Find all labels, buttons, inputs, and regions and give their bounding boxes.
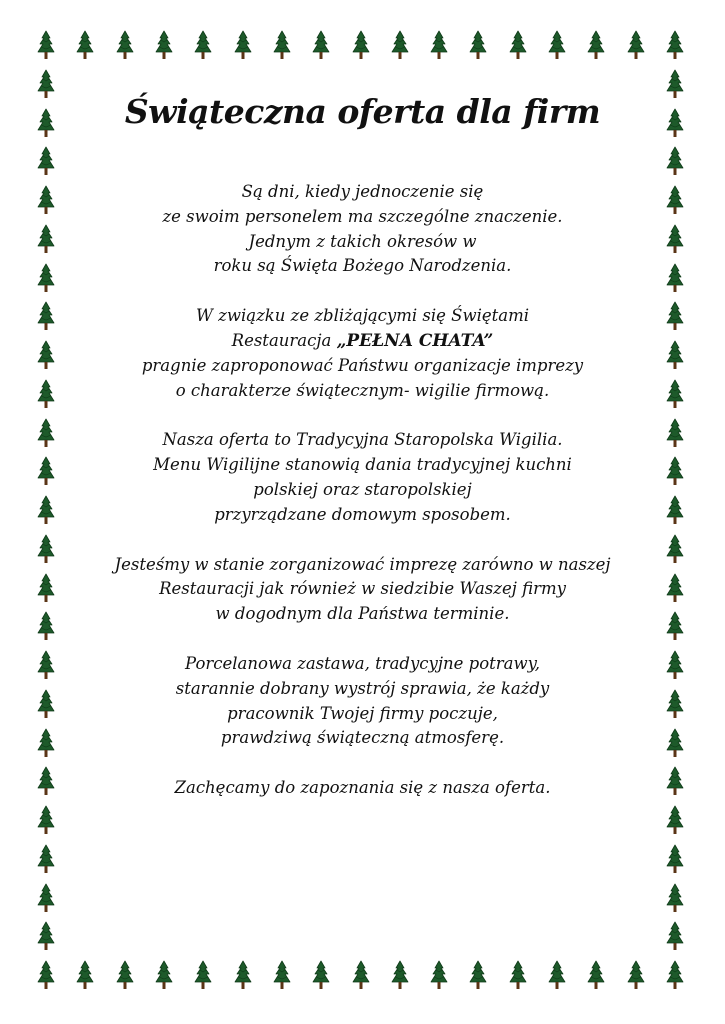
pine-tree-icon bbox=[627, 960, 645, 992]
pine-tree-icon bbox=[430, 960, 448, 992]
paragraph-venue bbox=[60, 553, 665, 627]
closing-text: Zachęcamy do zapoznania się z nasza oferta. bbox=[174, 778, 551, 798]
pine-tree-icon bbox=[548, 30, 566, 62]
text-line: pragnie zaproponować Państwu organizacje imprezy bbox=[141, 355, 584, 375]
text-line: Porcelanowa zastawa, tradycyjne potrawy, bbox=[185, 653, 540, 673]
pine-tree-icon bbox=[352, 960, 370, 992]
text-line: Menu Wigilijne stanowią dania tradycyjnej kuchni bbox=[153, 455, 572, 475]
pine-tree-icon bbox=[37, 844, 55, 876]
pine-tree-icon bbox=[194, 960, 212, 992]
pine-tree-icon bbox=[666, 573, 684, 605]
pine-tree-icon bbox=[666, 263, 684, 295]
pine-tree-icon bbox=[587, 960, 605, 992]
pine-tree-icon bbox=[37, 573, 55, 605]
pine-tree-icon bbox=[666, 805, 684, 837]
text-line-restaurant bbox=[60, 329, 665, 354]
pine-tree-icon bbox=[391, 30, 409, 62]
paragraph-intro bbox=[60, 180, 665, 279]
pine-tree-icon bbox=[587, 30, 605, 62]
pine-tree-icon bbox=[37, 650, 55, 682]
pine-tree-icon bbox=[666, 456, 684, 488]
pine-tree-icon bbox=[37, 418, 55, 450]
pine-tree-icon bbox=[666, 146, 684, 178]
text-line: Są dni, kiedy jednoczenie się bbox=[241, 182, 484, 201]
pine-tree-icon bbox=[116, 30, 134, 62]
pine-tree-icon bbox=[391, 960, 409, 992]
pine-tree-icon bbox=[37, 728, 55, 760]
pine-tree-icon bbox=[352, 30, 370, 62]
pine-tree-icon bbox=[37, 69, 55, 101]
restaurant-prefix: Restauracja bbox=[231, 330, 337, 350]
text-line: przyrządzane domowym sposobem. bbox=[214, 504, 511, 524]
pine-tree-icon bbox=[430, 30, 448, 62]
pine-tree-icon bbox=[666, 379, 684, 411]
flyer-content bbox=[60, 80, 665, 960]
text-line: Restauracji jak również w siedzibie Waszej firmy bbox=[159, 579, 566, 599]
pine-tree-icon bbox=[666, 185, 684, 217]
pine-tree-icon bbox=[312, 30, 330, 62]
pine-tree-icon bbox=[37, 766, 55, 798]
text-line: roku są Święta Bożego Narodzenia. bbox=[213, 256, 512, 276]
pine-tree-icon bbox=[666, 224, 684, 256]
pine-tree-icon bbox=[312, 960, 330, 992]
pine-tree-icon bbox=[155, 960, 173, 992]
pine-tree-icon bbox=[37, 611, 55, 643]
paragraph-atmosphere bbox=[60, 652, 665, 751]
pine-tree-icon bbox=[666, 728, 684, 760]
text-line: ze swoim personelem ma szczególne znaczenie. bbox=[162, 206, 563, 226]
pine-tree-icon bbox=[666, 883, 684, 915]
pine-tree-icon bbox=[234, 960, 252, 992]
pine-tree-icon bbox=[37, 146, 55, 178]
text-line: W związku ze zbliżającymi się Świętami bbox=[195, 306, 530, 326]
pine-tree-icon bbox=[666, 301, 684, 333]
offer-text bbox=[60, 180, 665, 801]
page-title: Świąteczna oferta dla firm bbox=[124, 92, 601, 131]
pine-tree-icon bbox=[37, 456, 55, 488]
pine-tree-icon bbox=[37, 30, 55, 62]
pine-tree-icon bbox=[116, 960, 134, 992]
restaurant-name: „PEŁNA CHATA” bbox=[336, 330, 494, 351]
text-line: polskiej oraz staropolskiej bbox=[253, 479, 472, 499]
paragraph-restaurant bbox=[60, 304, 665, 403]
pine-tree-icon bbox=[37, 340, 55, 372]
pine-tree-icon bbox=[666, 534, 684, 566]
pine-tree-icon bbox=[37, 495, 55, 527]
pine-tree-icon bbox=[76, 960, 94, 992]
paragraph-menu bbox=[60, 428, 665, 527]
pine-tree-icon bbox=[37, 185, 55, 217]
pine-tree-icon bbox=[37, 301, 55, 333]
pine-tree-icon bbox=[37, 883, 55, 915]
pine-tree-icon bbox=[37, 263, 55, 295]
pine-tree-icon bbox=[666, 340, 684, 372]
pine-tree-icon bbox=[509, 30, 527, 62]
text-line: Nasza oferta to Tradycyjna Staropolska Wigilia. bbox=[162, 430, 563, 450]
pine-tree-icon bbox=[666, 844, 684, 876]
pine-tree-icon bbox=[76, 30, 94, 62]
pine-tree-icon bbox=[666, 495, 684, 527]
text-line: Jesteśmy w stanie zorganizować imprezę zarówno w naszej bbox=[114, 554, 611, 574]
pine-tree-icon bbox=[37, 805, 55, 837]
pine-tree-icon bbox=[194, 30, 212, 62]
pine-tree-icon bbox=[627, 30, 645, 62]
text-line: o charakterze świątecznym- wigilie firmową. bbox=[175, 380, 550, 400]
text-line: pracownik Twojej firmy poczuje, bbox=[227, 703, 498, 723]
pine-tree-icon bbox=[666, 650, 684, 682]
paragraph-closing bbox=[60, 776, 665, 801]
pine-tree-icon bbox=[666, 921, 684, 953]
pine-tree-icon bbox=[37, 960, 55, 992]
pine-tree-icon bbox=[509, 960, 527, 992]
pine-tree-icon bbox=[666, 766, 684, 798]
pine-tree-icon bbox=[155, 30, 173, 62]
pine-tree-icon bbox=[37, 108, 55, 140]
text-line: starannie dobrany wystrój sprawia, że każdy bbox=[175, 678, 550, 698]
pine-tree-icon bbox=[273, 30, 291, 62]
pine-tree-icon bbox=[37, 379, 55, 411]
pine-tree-icon bbox=[666, 418, 684, 450]
pine-tree-icon bbox=[37, 534, 55, 566]
pine-tree-icon bbox=[469, 960, 487, 992]
pine-tree-icon bbox=[37, 224, 55, 256]
pine-tree-icon bbox=[469, 30, 487, 62]
pine-tree-icon bbox=[37, 921, 55, 953]
text-line: Jednym z takich okresów w bbox=[248, 231, 477, 251]
pine-tree-icon bbox=[666, 611, 684, 643]
pine-tree-icon bbox=[666, 69, 684, 101]
pine-tree-icon bbox=[666, 960, 684, 992]
pine-tree-icon bbox=[37, 689, 55, 721]
pine-tree-icon bbox=[548, 960, 566, 992]
text-line: w dogodnym dla Państwa terminie. bbox=[215, 604, 510, 624]
pine-tree-icon bbox=[273, 960, 291, 992]
pine-tree-icon bbox=[666, 30, 684, 62]
pine-tree-icon bbox=[666, 689, 684, 721]
pine-tree-icon bbox=[234, 30, 252, 62]
pine-tree-icon bbox=[666, 108, 684, 140]
text-line: prawdziwą świąteczną atmosferę. bbox=[220, 728, 505, 748]
